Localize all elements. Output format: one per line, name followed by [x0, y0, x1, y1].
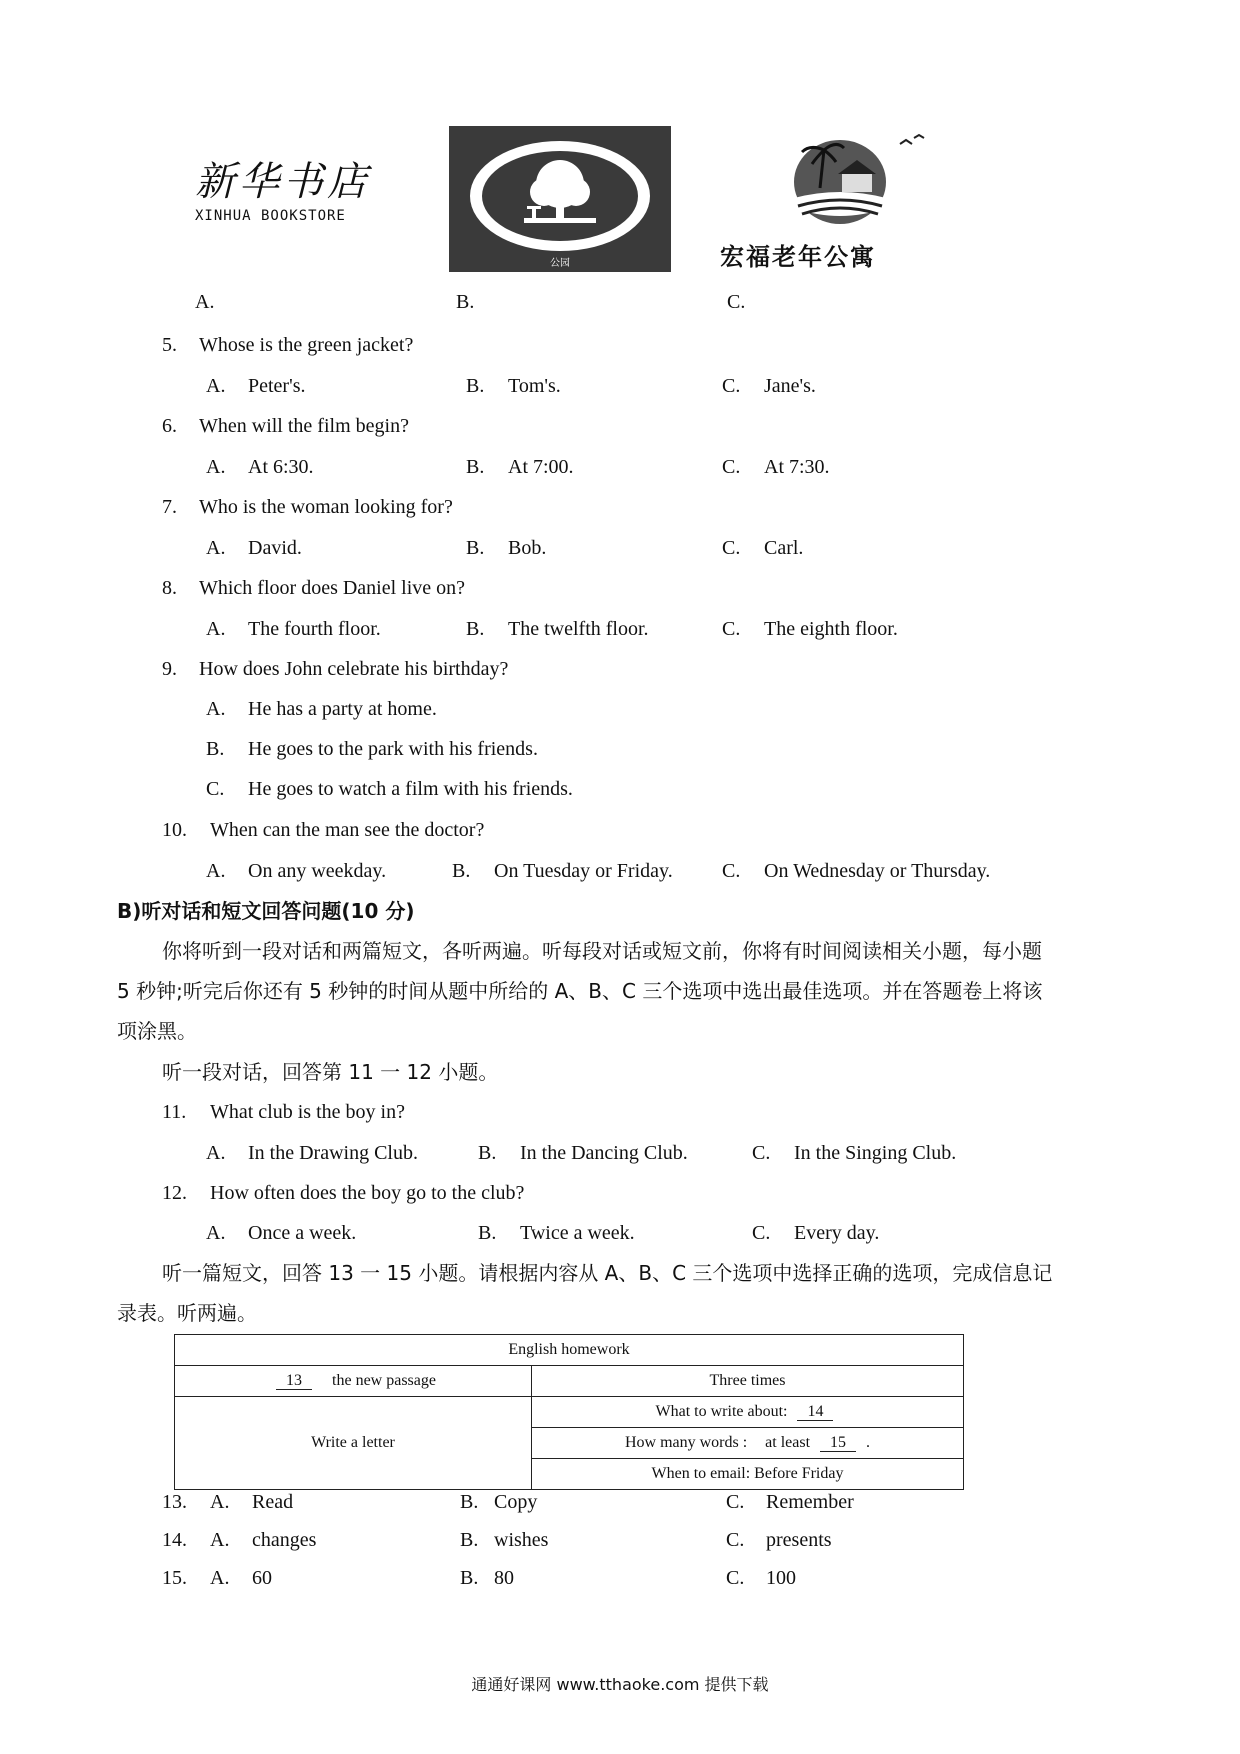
park-logo: [449, 126, 671, 272]
blank-15: 15: [820, 1435, 856, 1452]
option-text: Bob.: [508, 537, 547, 559]
blank-14: 14: [797, 1404, 833, 1421]
option-text: David.: [248, 537, 302, 559]
option-text: Peter's.: [248, 375, 306, 397]
option-text: The eighth floor.: [764, 618, 898, 640]
logo-c-chinese-text: 宏福老年公寓: [720, 243, 876, 271]
section-b-heading: B)听对话和短文回答问题(10 分): [117, 899, 415, 923]
question-10-option-a-letter: A.: [206, 860, 226, 882]
option-text: 60: [252, 1567, 272, 1589]
option-text: In the Singing Club.: [794, 1142, 957, 1164]
question-10-number: 10.: [162, 819, 187, 841]
option-letter: C.: [752, 1222, 771, 1244]
section-b-instruction-line-2: 5 秒钟;听完后你还有 5 秒钟的时间从题中所给的 A、B、C 三个选项中选出最佳选项。并在答题卷上将该: [117, 979, 1043, 1003]
table-title: English homework: [175, 1335, 964, 1366]
logo-a-chinese-text: 新华书店: [195, 159, 371, 205]
option-letter: B.: [460, 1567, 479, 1589]
option-text: 80: [494, 1567, 514, 1589]
question-text: Who is the woman looking for?: [199, 496, 453, 518]
option-letter: C.: [722, 375, 741, 397]
table-word-count-end: .: [866, 1434, 871, 1451]
question-10-option-c-letter: C.: [722, 860, 741, 882]
question-number: 15.: [162, 1567, 187, 1589]
question-9-text: How does John celebrate his birthday?: [199, 658, 509, 680]
option-text: Once a week.: [248, 1222, 357, 1244]
option-letter: B.: [460, 1491, 479, 1513]
question-text: Which floor does Daniel live on?: [199, 577, 466, 599]
option-letter: A.: [206, 1142, 226, 1164]
option-text: In the Dancing Club.: [520, 1142, 688, 1164]
option-letter: B.: [460, 1529, 479, 1551]
option-letter: B.: [466, 618, 485, 640]
xinhua-bookstore-logo: [195, 158, 395, 238]
option-letter: C.: [726, 1491, 745, 1513]
homework-table: [174, 1334, 964, 1490]
table-row-read-task: [175, 1366, 532, 1397]
option-text: Tom's.: [508, 375, 561, 397]
table-write-letter: Write a letter: [175, 1397, 532, 1490]
question-9-option-b-text: He goes to the park with his friends.: [248, 738, 538, 760]
option-text: Remember: [766, 1491, 854, 1513]
question-number: 7.: [162, 496, 177, 518]
option-letter: A.: [206, 618, 226, 640]
question-10-option-b-text: On Tuesday or Friday.: [494, 860, 673, 882]
option-letter: C.: [726, 1567, 745, 1589]
question-9-option-a-letter: A.: [206, 698, 226, 720]
option-letter: A.: [206, 537, 226, 559]
table-email-deadline: When to email: Before Friday: [532, 1459, 964, 1490]
passage-intro-line-2: 录表。听两遍。: [117, 1301, 257, 1325]
question-10-option-c-text: On Wednesday or Thursday.: [764, 860, 991, 882]
option-letter: A.: [206, 1222, 226, 1244]
option-text: Every day.: [794, 1222, 880, 1244]
question-10-text: When can the man see the doctor?: [210, 819, 485, 841]
option-text: changes: [252, 1529, 317, 1551]
question-10-option-b-letter: B.: [452, 860, 471, 882]
option-text: presents: [766, 1529, 832, 1551]
option-letter: A.: [210, 1567, 230, 1589]
option-letter: A.: [210, 1491, 230, 1513]
option-text: Read: [252, 1491, 294, 1513]
option-letter: C.: [722, 456, 741, 478]
question-9-option-c-text: He goes to watch a film with his friends.: [248, 778, 573, 800]
option-letter: A.: [206, 375, 226, 397]
option-letter: B.: [478, 1142, 497, 1164]
question-text: When will the film begin?: [199, 415, 409, 437]
question-number: 12.: [162, 1182, 187, 1204]
option-text: The fourth floor.: [248, 618, 381, 640]
question-number: 8.: [162, 577, 177, 599]
table-write-about-label: What to write about:: [655, 1403, 788, 1420]
question-text: Whose is the green jacket?: [199, 334, 414, 356]
question-text: How often does the boy go to the club?: [210, 1182, 525, 1204]
table-read-task-text: the new passage: [332, 1372, 436, 1389]
logo-option-a: A.: [195, 291, 215, 313]
option-text: The twelfth floor.: [508, 618, 649, 640]
table-word-count-mid: at least: [765, 1434, 811, 1451]
section-b-instruction-line-1: 你将听到一段对话和两篇短文，各听两遍。听每段对话或短文前，你将有时间阅读相关小题，每小题: [162, 939, 1042, 963]
logo-b-caption: 公园: [550, 258, 570, 269]
question-9-option-a-text: He has a party at home.: [248, 698, 437, 720]
option-letter: C.: [726, 1529, 745, 1551]
logo-option-b: B.: [456, 291, 475, 313]
option-text: Copy: [494, 1491, 538, 1513]
question-9-number: 9.: [162, 658, 177, 680]
table-word-count: [532, 1428, 964, 1459]
question-9-option-c-letter: C.: [206, 778, 225, 800]
park-tree-icon: [449, 126, 671, 272]
section-b-instruction-line-3: 项涂黑。: [117, 1019, 197, 1043]
option-letter: A.: [210, 1529, 230, 1551]
table-word-count-label: How many words :: [624, 1434, 748, 1451]
option-letter: A.: [206, 456, 226, 478]
option-text: In the Drawing Club.: [248, 1142, 418, 1164]
option-letter: C.: [752, 1142, 771, 1164]
question-text: What club is the boy in?: [210, 1101, 405, 1123]
table-read-times: Three times: [532, 1366, 964, 1397]
question-9-option-b-letter: B.: [206, 738, 225, 760]
island-house-icon: [720, 128, 960, 228]
option-text: Twice a week.: [520, 1222, 635, 1244]
question-number: 6.: [162, 415, 177, 437]
logo-option-c: C.: [727, 291, 746, 313]
option-letter: B.: [466, 375, 485, 397]
blank-13: 13: [276, 1373, 312, 1390]
option-text: Carl.: [764, 537, 804, 559]
logo-a-english-text: XINHUA BOOKSTORE: [195, 208, 346, 224]
option-letter: C.: [722, 537, 741, 559]
question-number: 14.: [162, 1529, 187, 1551]
option-text: At 6:30.: [248, 456, 314, 478]
passage-intro-line-1: 听一篇短文，回答 13 一 15 小题。请根据内容从 A、B、C 三个选项中选择正确的选项，完成信息记: [162, 1261, 1053, 1285]
option-letter: B.: [466, 537, 485, 559]
dialog-intro: 听一段对话，回答第 11 一 12 小题。: [162, 1060, 499, 1084]
question-number: 11.: [162, 1101, 187, 1123]
table-write-about: [532, 1397, 964, 1428]
question-number: 13.: [162, 1491, 187, 1513]
option-text: 100: [766, 1567, 796, 1589]
apartment-logo: [720, 128, 960, 271]
option-letter: C.: [722, 618, 741, 640]
option-letter: B.: [466, 456, 485, 478]
option-letter: B.: [478, 1222, 497, 1244]
page-footer: 通通好课网 www.tthaoke.com 提供下载: [471, 1675, 769, 1694]
question-number: 5.: [162, 334, 177, 356]
option-text: wishes: [494, 1529, 549, 1551]
question-10-option-a-text: On any weekday.: [248, 860, 387, 882]
option-text: At 7:30.: [764, 456, 830, 478]
option-text: Jane's.: [764, 375, 816, 397]
option-text: At 7:00.: [508, 456, 574, 478]
